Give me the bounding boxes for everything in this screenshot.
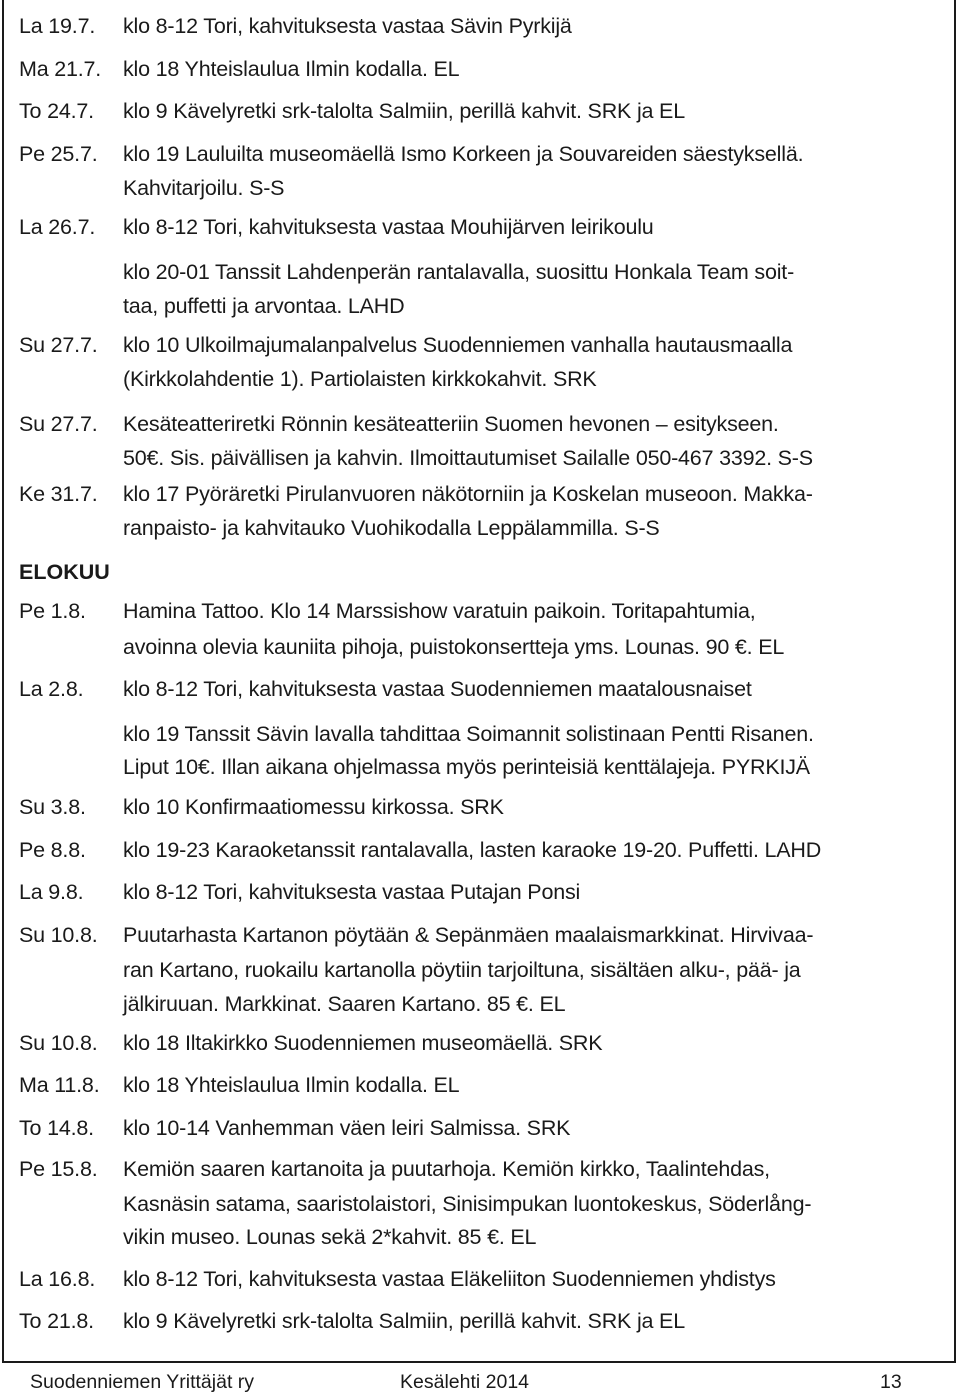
event-text-line: Kesäteatteriretki Rönnin kesäteatteriin Suomen hevonen – esitykseen. (123, 412, 779, 436)
event-text-line: klo 19-23 Karaoketanssit rantalavalla, lasten karaoke 19-20. Puffetti. LAHD (123, 838, 822, 862)
event-text-line: Kahvitarjoilu. S-S (123, 176, 285, 200)
event-text-line: klo 10-14 Vanhemman väen leiri Salmissa. SRK (123, 1116, 571, 1140)
event-text-line: klo 20-01 Tanssit Lahdenperän rantalavalla, suosittu Honkala Team soit- (123, 260, 795, 284)
event-text-line: klo 18 Yhteislaulua Ilmin kodalla. EL (123, 57, 460, 81)
event-text-line: ran Kartano, ruokailu kartanolla pöytiin tarjoiltuna, sisältäen alku-, pää- ja (123, 958, 801, 982)
event-text-line: klo 8-12 Tori, kahvituksesta vastaa Suodenniemen maatalousnaiset (123, 677, 752, 701)
event-text-line: (Kirkkolahdentie 1). Partiolaisten kirkkokahvit. SRK (123, 367, 597, 391)
event-date: Su 10.8. (19, 1031, 98, 1055)
event-date: La 26.7. (19, 215, 96, 239)
event-date: Ma 11.8. (19, 1073, 100, 1097)
event-date: Su 27.7. (19, 412, 98, 436)
event-date: Su 27.7. (19, 333, 98, 357)
event-date: La 9.8. (19, 880, 84, 904)
event-text-line: Liput 10€. Illan aikana ohjelmassa myös perinteisiä kenttälajeja. PYRKIJÄ (123, 755, 810, 779)
event-text-line: klo 9 Kävelyretki srk-talolta Salmiin, perillä kahvit. SRK ja EL (123, 1309, 685, 1333)
event-date: Pe 25.7. (19, 142, 98, 166)
event-text-line: klo 10 Ulkoilmajumalanpalvelus Suodenniemen vanhalla hautausmaalla (123, 333, 793, 357)
page-frame (2, 0, 956, 1363)
event-text-line: Kasnäsin satama, saaristolaistori, Sinisimpukan luontokeskus, Söderlång- (123, 1192, 812, 1216)
event-date: Pe 8.8. (19, 838, 86, 862)
event-text-line: klo 8-12 Tori, kahvituksesta vastaa Mouhijärven leirikoulu (123, 215, 654, 239)
event-date: To 24.7. (19, 99, 94, 123)
event-date: Ma 21.7. (19, 57, 102, 81)
event-text-line: Kemiön saaren kartanoita ja puutarhoja. Kemiön kirkko, Taalintehdas, (123, 1157, 770, 1181)
event-date: To 21.8. (19, 1309, 94, 1333)
event-text-line: klo 18 Yhteislaulua Ilmin kodalla. EL (123, 1073, 460, 1097)
page-footer (0, 1366, 960, 1396)
event-text-line: Hamina Tattoo. Klo 14 Marssishow varatuin paikoin. Toritapahtumia, (123, 599, 756, 623)
event-text-line: klo 8-12 Tori, kahvituksesta vastaa Putajan Ponsi (123, 880, 581, 904)
event-date: Pe 1.8. (19, 599, 86, 623)
footer-issue: Kesälehti 2014 (400, 1371, 530, 1393)
event-text-line: klo 17 Pyöräretki Pirulanvuoren näkötorniin ja Koskelan museoon. Makka- (123, 482, 813, 506)
event-text-line: ranpaisto- ja kahvitauko Vuohikodalla Leppälammilla. S-S (123, 516, 660, 540)
event-date: La 16.8. (19, 1267, 96, 1291)
month-heading: ELOKUU (19, 560, 110, 584)
footer-publisher: Suodenniemen Yrittäjät ry (30, 1371, 255, 1393)
event-text-line: klo 9 Kävelyretki srk-talolta Salmiin, perillä kahvit. SRK ja EL (123, 99, 685, 123)
footer-page-number: 13 (880, 1371, 902, 1393)
event-date: La 19.7. (19, 14, 96, 38)
event-text-line: 50€. Sis. päivällisen ja kahvin. Ilmoittautumiset Sailalle 050-467 3392. S-S (123, 446, 813, 470)
event-text-line: vikin museo. Lounas sekä 2*kahvit. 85 €. EL (123, 1225, 537, 1249)
event-text-line: klo 18 Iltakirkko Suodenniemen museomäellä. SRK (123, 1031, 603, 1055)
event-text-line: klo 19 Lauluilta museomäellä Ismo Korkeen ja Souvareiden säestyksellä. (123, 142, 804, 166)
event-text-line: klo 10 Konfirmaatiomessu kirkossa. SRK (123, 795, 504, 819)
event-text-line: Puutarhasta Kartanon pöytään & Sepänmäen maalaismarkkinat. Hirvivaa- (123, 923, 814, 947)
event-date: Su 3.8. (19, 795, 86, 819)
event-text-line: taa, puffetti ja arvontaa. LAHD (123, 294, 405, 318)
event-text-line: klo 19 Tanssit Sävin lavalla tahdittaa Soimannit solistinaan Pentti Risanen. (123, 722, 814, 746)
event-text-line: avoinna olevia kauniita pihoja, puistokonsertteja yms. Lounas. 90 €. EL (123, 635, 785, 659)
event-date: To 14.8. (19, 1116, 94, 1140)
event-text-line: klo 8-12 Tori, kahvituksesta vastaa Eläkeliiton Suodenniemen yhdistys (123, 1267, 776, 1291)
event-date: La 2.8. (19, 677, 84, 701)
event-date: Su 10.8. (19, 923, 98, 947)
event-date: Pe 15.8. (19, 1157, 98, 1181)
event-text-line: jälkiruuan. Markkinat. Saaren Kartano. 85 €. EL (123, 992, 566, 1016)
event-text-line: klo 8-12 Tori, kahvituksesta vastaa Sävin Pyrkijä (123, 14, 572, 38)
event-date: Ke 31.7. (19, 482, 98, 506)
